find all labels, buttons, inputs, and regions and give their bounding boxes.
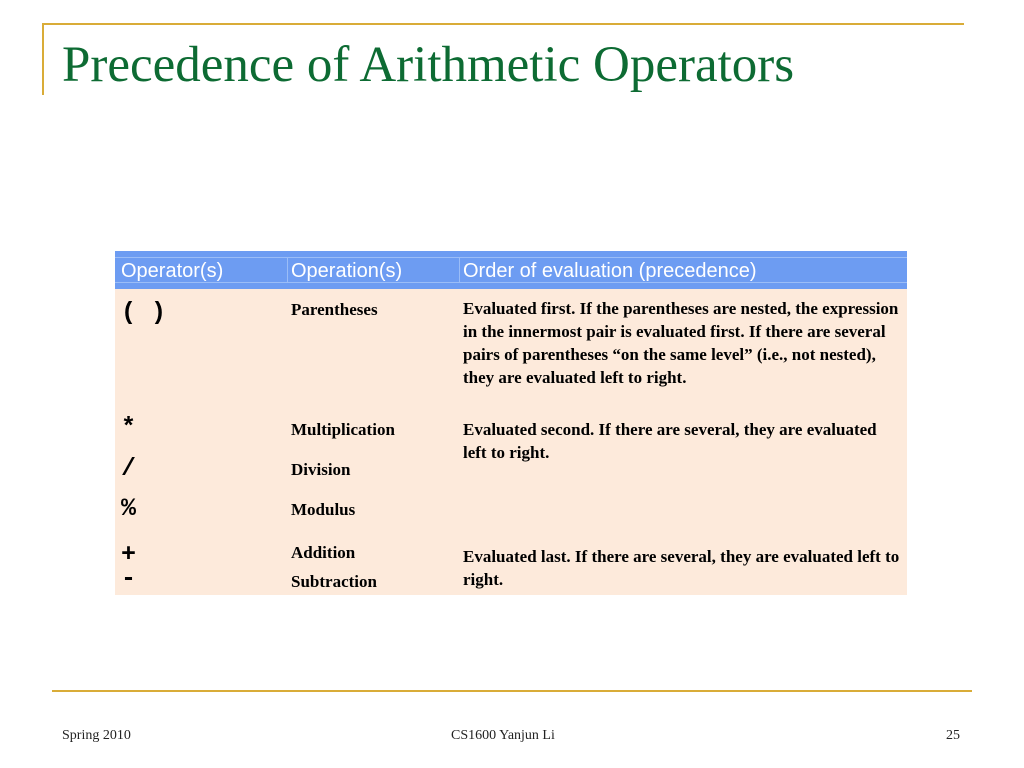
page-number: 25 xyxy=(946,728,960,743)
footer-course: CS1600 Yanjun Li xyxy=(451,728,555,743)
footer-divider xyxy=(52,690,972,692)
header-divider xyxy=(459,257,460,283)
header-order: Order of evaluation (precedence) xyxy=(463,260,757,282)
operator-cell: / xyxy=(121,454,137,483)
operator-cell: % xyxy=(121,494,137,523)
header-stripe xyxy=(115,257,907,258)
operator-cell: - xyxy=(121,564,137,593)
precedence-table xyxy=(115,251,907,595)
footer-date: Spring 2010 xyxy=(62,728,131,743)
operation-cell: Multiplication xyxy=(291,420,395,439)
operation-cell: Modulus xyxy=(291,500,356,519)
operator-cell: + xyxy=(121,540,137,569)
operation-cell: Parentheses xyxy=(291,300,378,319)
order-cell: Evaluated second. If there are several, they are evaluated left to right. xyxy=(463,420,877,462)
operator-cell: ( ) xyxy=(121,298,167,327)
header-operators: Operator(s) xyxy=(121,260,224,282)
header-divider xyxy=(287,257,288,283)
operator-cell: * xyxy=(121,413,137,442)
slide-title: Precedence of Arithmetic Operators xyxy=(62,37,795,93)
operation-cell: Division xyxy=(291,460,351,479)
operation-cell: Addition xyxy=(291,543,356,562)
order-cell: Evaluated first. If the parentheses are nested, the expression in the innermost pair is evaluated first. If there are several pairs of parentheses “on the same level” (i.e., not nested), they are evaluated left to right. xyxy=(463,299,899,387)
operation-cell: Subtraction xyxy=(291,572,377,591)
left-border-line xyxy=(42,23,44,95)
table-header-row xyxy=(115,251,907,289)
order-cell: Evaluated last. If there are several, they are evaluated left to right. xyxy=(463,547,900,589)
top-border-line xyxy=(42,23,964,25)
header-operations: Operation(s) xyxy=(291,260,403,282)
